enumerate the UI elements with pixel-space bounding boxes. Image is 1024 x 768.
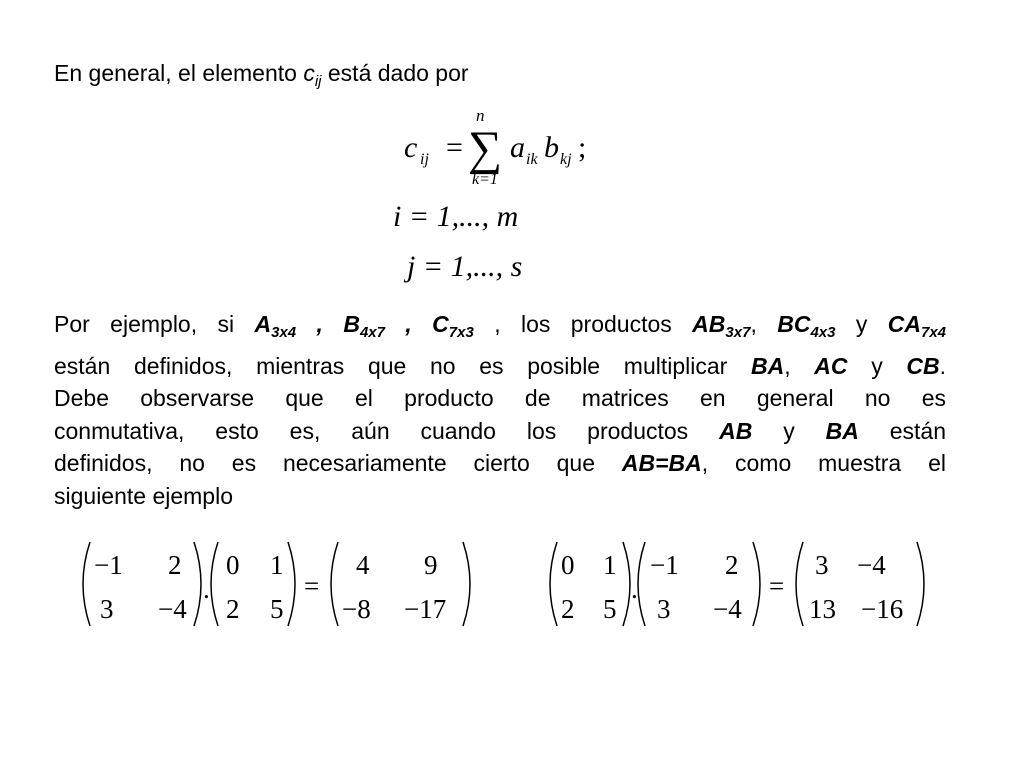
matrix-c-dim: 7x3: [448, 324, 474, 341]
paragraph-line-2: [54, 350, 946, 383]
text-segment: y: [847, 352, 907, 379]
right-paren: [917, 542, 924, 626]
formula-lhs: c: [404, 131, 418, 164]
matrix-entry: 0: [561, 550, 575, 580]
text-segment: definidos, no es necesariamente cierto que: [54, 450, 622, 476]
product-bc-dim: 4x3: [810, 324, 836, 341]
text-segment: están: [858, 417, 947, 444]
matrix-entry: 2: [561, 594, 575, 624]
matrix-b-name: B: [343, 311, 360, 337]
text-segment: ,: [784, 352, 815, 379]
product-ab-dim: 3x7: [725, 324, 751, 341]
matrix-entry: 2: [168, 550, 182, 580]
product-ab: AB: [719, 417, 753, 444]
left-paren: [796, 542, 803, 626]
product-ca-dim: 7x4: [921, 324, 947, 341]
intro-line: [54, 60, 469, 90]
right-paren: [753, 542, 760, 626]
matrix-entry: −8: [342, 594, 371, 624]
sum-upper-limit: n: [476, 106, 485, 125]
matrix-entry: 3: [100, 594, 114, 624]
product-ba: BA: [750, 352, 785, 379]
matrix-entry: 2: [226, 594, 240, 624]
left-paren: [211, 542, 218, 626]
matrix-entry: 13: [809, 594, 836, 624]
left-paren: [331, 542, 338, 626]
sum-sign: ∑: [468, 122, 503, 175]
product-ac: AC: [814, 352, 848, 379]
text-segment: .: [939, 352, 947, 379]
matrix-b: [343, 311, 385, 341]
text-segment: están definidos, mientras que no es posible multiplicar: [54, 352, 751, 379]
i-range: i = 1,..., m: [393, 200, 519, 233]
formula-equals: =: [446, 131, 463, 164]
matrix-entry: 2: [725, 550, 739, 580]
intro-suffix: está dado por: [321, 60, 469, 86]
text-segment: , como muestra el: [701, 450, 946, 476]
equals-sign: =: [304, 571, 320, 601]
matrix-entry: −4: [158, 594, 187, 624]
text-segment: Por ejemplo, si: [54, 311, 255, 337]
sum-lower-limit: k=1: [472, 171, 498, 188]
term-b: b: [544, 131, 559, 164]
matrix-c-name: C: [432, 311, 449, 337]
right-paren: [623, 542, 630, 626]
product-ba: BA: [825, 417, 859, 444]
separator: ,: [384, 311, 433, 337]
matrix-entry: 1: [270, 550, 284, 580]
matrix-entry: −16: [861, 594, 904, 624]
matrix-entry: 9: [424, 550, 438, 580]
paragraph-line-4: [54, 415, 946, 448]
matrix-entry: −4: [713, 594, 742, 624]
term-a-sub: ik: [526, 151, 538, 168]
equality-ab-ba: AB=BA: [621, 450, 702, 476]
left-paren: [550, 542, 557, 626]
term-b-sub: kj: [560, 151, 572, 168]
matrix-entry: −17: [404, 594, 447, 624]
matrix-c: [432, 311, 474, 341]
text-segment: ,: [750, 311, 778, 337]
multiply-dot: .: [631, 574, 638, 604]
paragraph-line-6: siguiente ejemplo: [54, 482, 234, 509]
text-segment: y: [835, 311, 888, 337]
matrix-entry: 3: [815, 550, 829, 580]
text-segment: y: [752, 417, 826, 444]
multiply-dot: .: [203, 574, 210, 604]
right-paren: [288, 542, 295, 626]
summation-formula: [390, 100, 650, 290]
matrix-entry: 5: [603, 594, 617, 624]
equals-sign: =: [769, 571, 785, 601]
term-a: a: [510, 131, 525, 164]
example-ba-product: [545, 538, 935, 630]
intro-var: c: [303, 60, 315, 86]
matrix-entry: 5: [270, 594, 284, 624]
product-cb: CB: [906, 352, 940, 379]
matrix-entry: 3: [657, 594, 671, 624]
product-ca: [887, 311, 947, 341]
right-paren: [194, 542, 201, 626]
paragraph-line-3: Debe observarse que el producto de matrices en general no es: [54, 385, 946, 411]
paragraph-line-1: [54, 308, 946, 350]
matrix-entry: 1: [603, 550, 617, 580]
left-paren: [83, 542, 90, 626]
formula-lhs-sub: ij: [420, 151, 429, 168]
explanation-paragraph: [54, 308, 946, 512]
j-range: j = 1,..., s: [407, 250, 523, 283]
product-bc: [777, 311, 836, 341]
matrix-entry: −1: [94, 550, 123, 580]
text-segment: conmutativa, esto es, aún cuando los productos: [54, 417, 720, 444]
matrix-entry: 4: [356, 550, 370, 580]
product-ca-name: CA: [887, 311, 921, 337]
matrix-a: [254, 311, 297, 341]
right-paren: [463, 542, 470, 626]
left-paren: [638, 542, 645, 626]
product-ab: [692, 311, 751, 341]
matrix-entry: −1: [650, 550, 679, 580]
product-bc-name: BC: [777, 311, 811, 337]
separator: ,: [296, 311, 344, 337]
example-ab-product: [78, 538, 478, 630]
matrix-entry: 0: [226, 550, 240, 580]
formula-semicolon: ;: [578, 131, 587, 164]
product-ab-name: AB: [692, 311, 726, 337]
text-segment: , los productos: [473, 311, 693, 337]
intro-var-sub: ij: [314, 73, 322, 90]
matrix-a-name: A: [254, 311, 272, 337]
paragraph-line-5: [54, 447, 946, 480]
matrix-entry: −4: [857, 550, 886, 580]
matrix-b-dim: 4x7: [359, 324, 385, 341]
matrix-a-dim: 3x4: [271, 324, 297, 341]
intro-prefix: En general, el elemento: [54, 60, 304, 86]
